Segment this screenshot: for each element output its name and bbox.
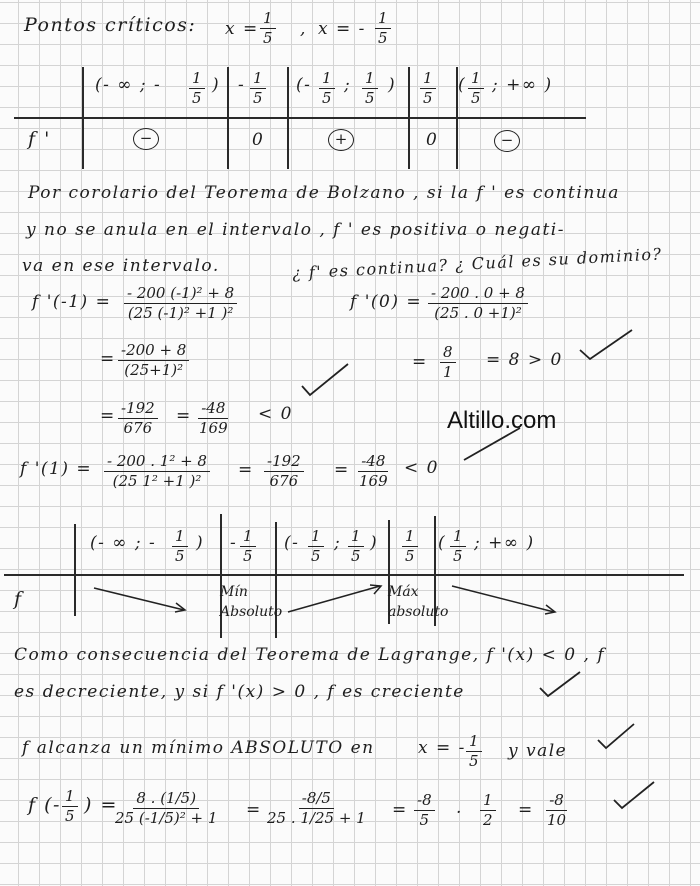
final-eq-3: = — [518, 800, 534, 820]
eq-4: = — [412, 352, 428, 372]
fprime-0-result: = 8 > 0 — [486, 350, 563, 370]
interval-3-close: ; +∞ ) — [492, 75, 553, 95]
fprime-neg1-step2: $\frac{-192}{676}$ — [118, 400, 158, 436]
fprime-1-expr: $\frac{\text{- 200 . 1² + 8}}{\text{(25 1² +1 )²}}$ — [104, 453, 210, 489]
t2-point-1-fraction: $\frac{1}{5}$ — [240, 528, 256, 564]
check-mark-icon — [578, 328, 634, 362]
increasing-arrow — [286, 582, 386, 616]
row-label-fprime: f ' — [28, 128, 51, 150]
final-lhs: f (- — [28, 794, 61, 816]
interval-3-fraction: $\frac{1}{5}$ — [468, 70, 484, 106]
interval-2-open: (- — [296, 75, 312, 95]
separator: , — [300, 19, 307, 39]
decreasing-arrow-1 — [92, 584, 192, 616]
fprime-0-expr: $\frac{- 200 . 0 + 8}{\text{(25 . 0 +1)²}}$ — [428, 285, 528, 321]
eq-2: = — [100, 406, 116, 426]
fprime-neg1-expr: $\frac{\text{- 200 (-1)² + 8}}{\text{(25 (-1)² +1 )²}}$ — [124, 285, 237, 321]
sign-negative-2: − — [494, 130, 520, 152]
t2-point-2-fraction: $\frac{1}{5}$ — [402, 528, 418, 564]
t2-interval-2-sep: ; — [334, 533, 342, 553]
final-step2: $\frac{-8/5}{25 . 1/25 + 1}$ — [267, 789, 366, 827]
check-mark-icon — [538, 670, 582, 698]
t2-interval-1-open: (- ∞ ; - — [90, 533, 157, 553]
check-mark-icon — [596, 722, 636, 750]
final-eq-2: = — [392, 800, 408, 820]
fprime-1-label: f '(1) = — [20, 459, 93, 479]
interval-1-fraction: $\frac{1}{5}$ — [189, 70, 205, 106]
t2-interval-3-open: ( — [438, 533, 447, 553]
corollary-line-2: y no se anula en el intervalo , f ' es positiva o negati- — [26, 220, 565, 240]
interval-2-sep: ; — [344, 75, 352, 95]
minimum-tail: y vale — [508, 741, 568, 761]
x1-prefix: x = — [225, 19, 259, 39]
final-dot: . — [456, 798, 463, 818]
t2-interval-2-open: (- — [284, 533, 300, 553]
check-mark-icon — [612, 780, 656, 810]
fprime-neg1-step3: $\frac{-48}{169}$ — [199, 399, 228, 437]
x1-fraction: $\frac{1}{5}$ — [260, 10, 276, 46]
final-step1: $\frac{8 . (1/5)}{\text{25 (-1/5)² + 1}}$ — [115, 789, 218, 827]
lagrange-line-1: Como consecuencia del Teorema de Lagrange, f '(x) < 0 , f — [14, 645, 606, 665]
minimum-text: f alcanza un mínimo ABSOLUTO en — [22, 738, 375, 758]
interval-1-close: ) — [212, 75, 221, 95]
row-label-f: f — [14, 588, 23, 610]
teacher-note: ¿ f' es continua? ¿ Cuál es su dominio? — [291, 244, 663, 283]
final-lhs-fraction: $\frac{1}{5}$ — [62, 788, 78, 824]
value-zero-1: 0 — [252, 130, 265, 150]
point-2-fraction: $\frac{1}{5}$ — [420, 70, 436, 106]
sign-positive: + — [328, 129, 354, 151]
fprime-1-result: < 0 — [404, 458, 439, 478]
t2-interval-1-close: ) — [196, 533, 205, 553]
interval-2-fraction-a: $\frac{1}{5}$ — [319, 70, 335, 106]
final-step4: $\frac{-8}{10}$ — [547, 791, 567, 829]
sign-negative-1: − — [133, 128, 159, 150]
final-lhs-close: ) = — [84, 794, 118, 816]
fprime-1-step2: $\frac{-48}{169}$ — [359, 452, 388, 490]
point-1-fraction: $\frac{1}{5}$ — [250, 70, 266, 106]
t2-interval-3-close: ; +∞ ) — [474, 533, 535, 553]
interval-3-open: ( — [458, 75, 467, 95]
t2-interval-1-fraction: $\frac{1}{5}$ — [172, 528, 188, 564]
interval-2-close: ) — [388, 75, 397, 95]
decreasing-arrow-2 — [450, 582, 560, 618]
critical-points-label: Pontos críticos: — [24, 14, 197, 36]
eq-6: = — [334, 460, 350, 480]
check-mark-icon — [462, 426, 522, 464]
t2-interval-2-close: ) — [370, 533, 379, 553]
x2-fraction: $\frac{1}{5}$ — [375, 10, 391, 46]
minimum-at-fraction: $\frac{1}{5}$ — [466, 733, 482, 769]
point-1-sign: - — [238, 75, 246, 95]
check-mark-icon — [300, 362, 350, 398]
x2-prefix: x = - — [318, 19, 366, 39]
watermark: Altillo.com — [447, 407, 557, 434]
final-step3a: $\frac{-8}{5}$ — [414, 792, 435, 828]
interval-1-open: (- ∞ ; - — [95, 75, 162, 95]
t2-interval-3-fraction: $\frac{1}{5}$ — [450, 528, 466, 564]
eq-3: = — [176, 406, 192, 426]
eq-5: = — [238, 460, 254, 480]
fprime-neg1-step1: $\frac{-200 + 8}{\text{(25+1)²}}$ — [118, 342, 189, 378]
fprime-neg1-result: < 0 — [258, 404, 293, 424]
eq-1: = — [100, 349, 116, 369]
min-absolute-label: Mín Absoluto — [220, 584, 283, 620]
lagrange-line-2: es decreciente, y si f '(x) > 0 , f es creciente — [14, 682, 465, 702]
t2-point-1-sign: - — [230, 533, 238, 553]
minimum-at: x = - — [418, 738, 466, 758]
fprime-0-step1: $\frac{8}{1}$ — [440, 344, 456, 380]
fprime-1-step1: $\frac{-192}{676}$ — [264, 453, 304, 489]
final-eq-1: = — [246, 800, 262, 820]
t2-interval-2-fraction-a: $\frac{1}{5}$ — [308, 528, 324, 564]
fprime-neg1-label: f '(-1) = — [32, 292, 112, 312]
final-step3b: $\frac{1}{2}$ — [480, 792, 496, 828]
max-absolute-label: Máx absoluto — [388, 584, 449, 620]
fprime-0-label: f '(0) = — [350, 292, 423, 312]
t2-interval-2-fraction-b: $\frac{1}{5}$ — [348, 528, 364, 564]
interval-2-fraction-b: $\frac{1}{5}$ — [362, 70, 378, 106]
value-zero-2: 0 — [426, 130, 439, 150]
corollary-line-3: va en ese intervalo. — [22, 256, 220, 276]
corollary-line-1: Por corolario del Teorema de Bolzano , si la f ' es continua — [28, 183, 620, 203]
